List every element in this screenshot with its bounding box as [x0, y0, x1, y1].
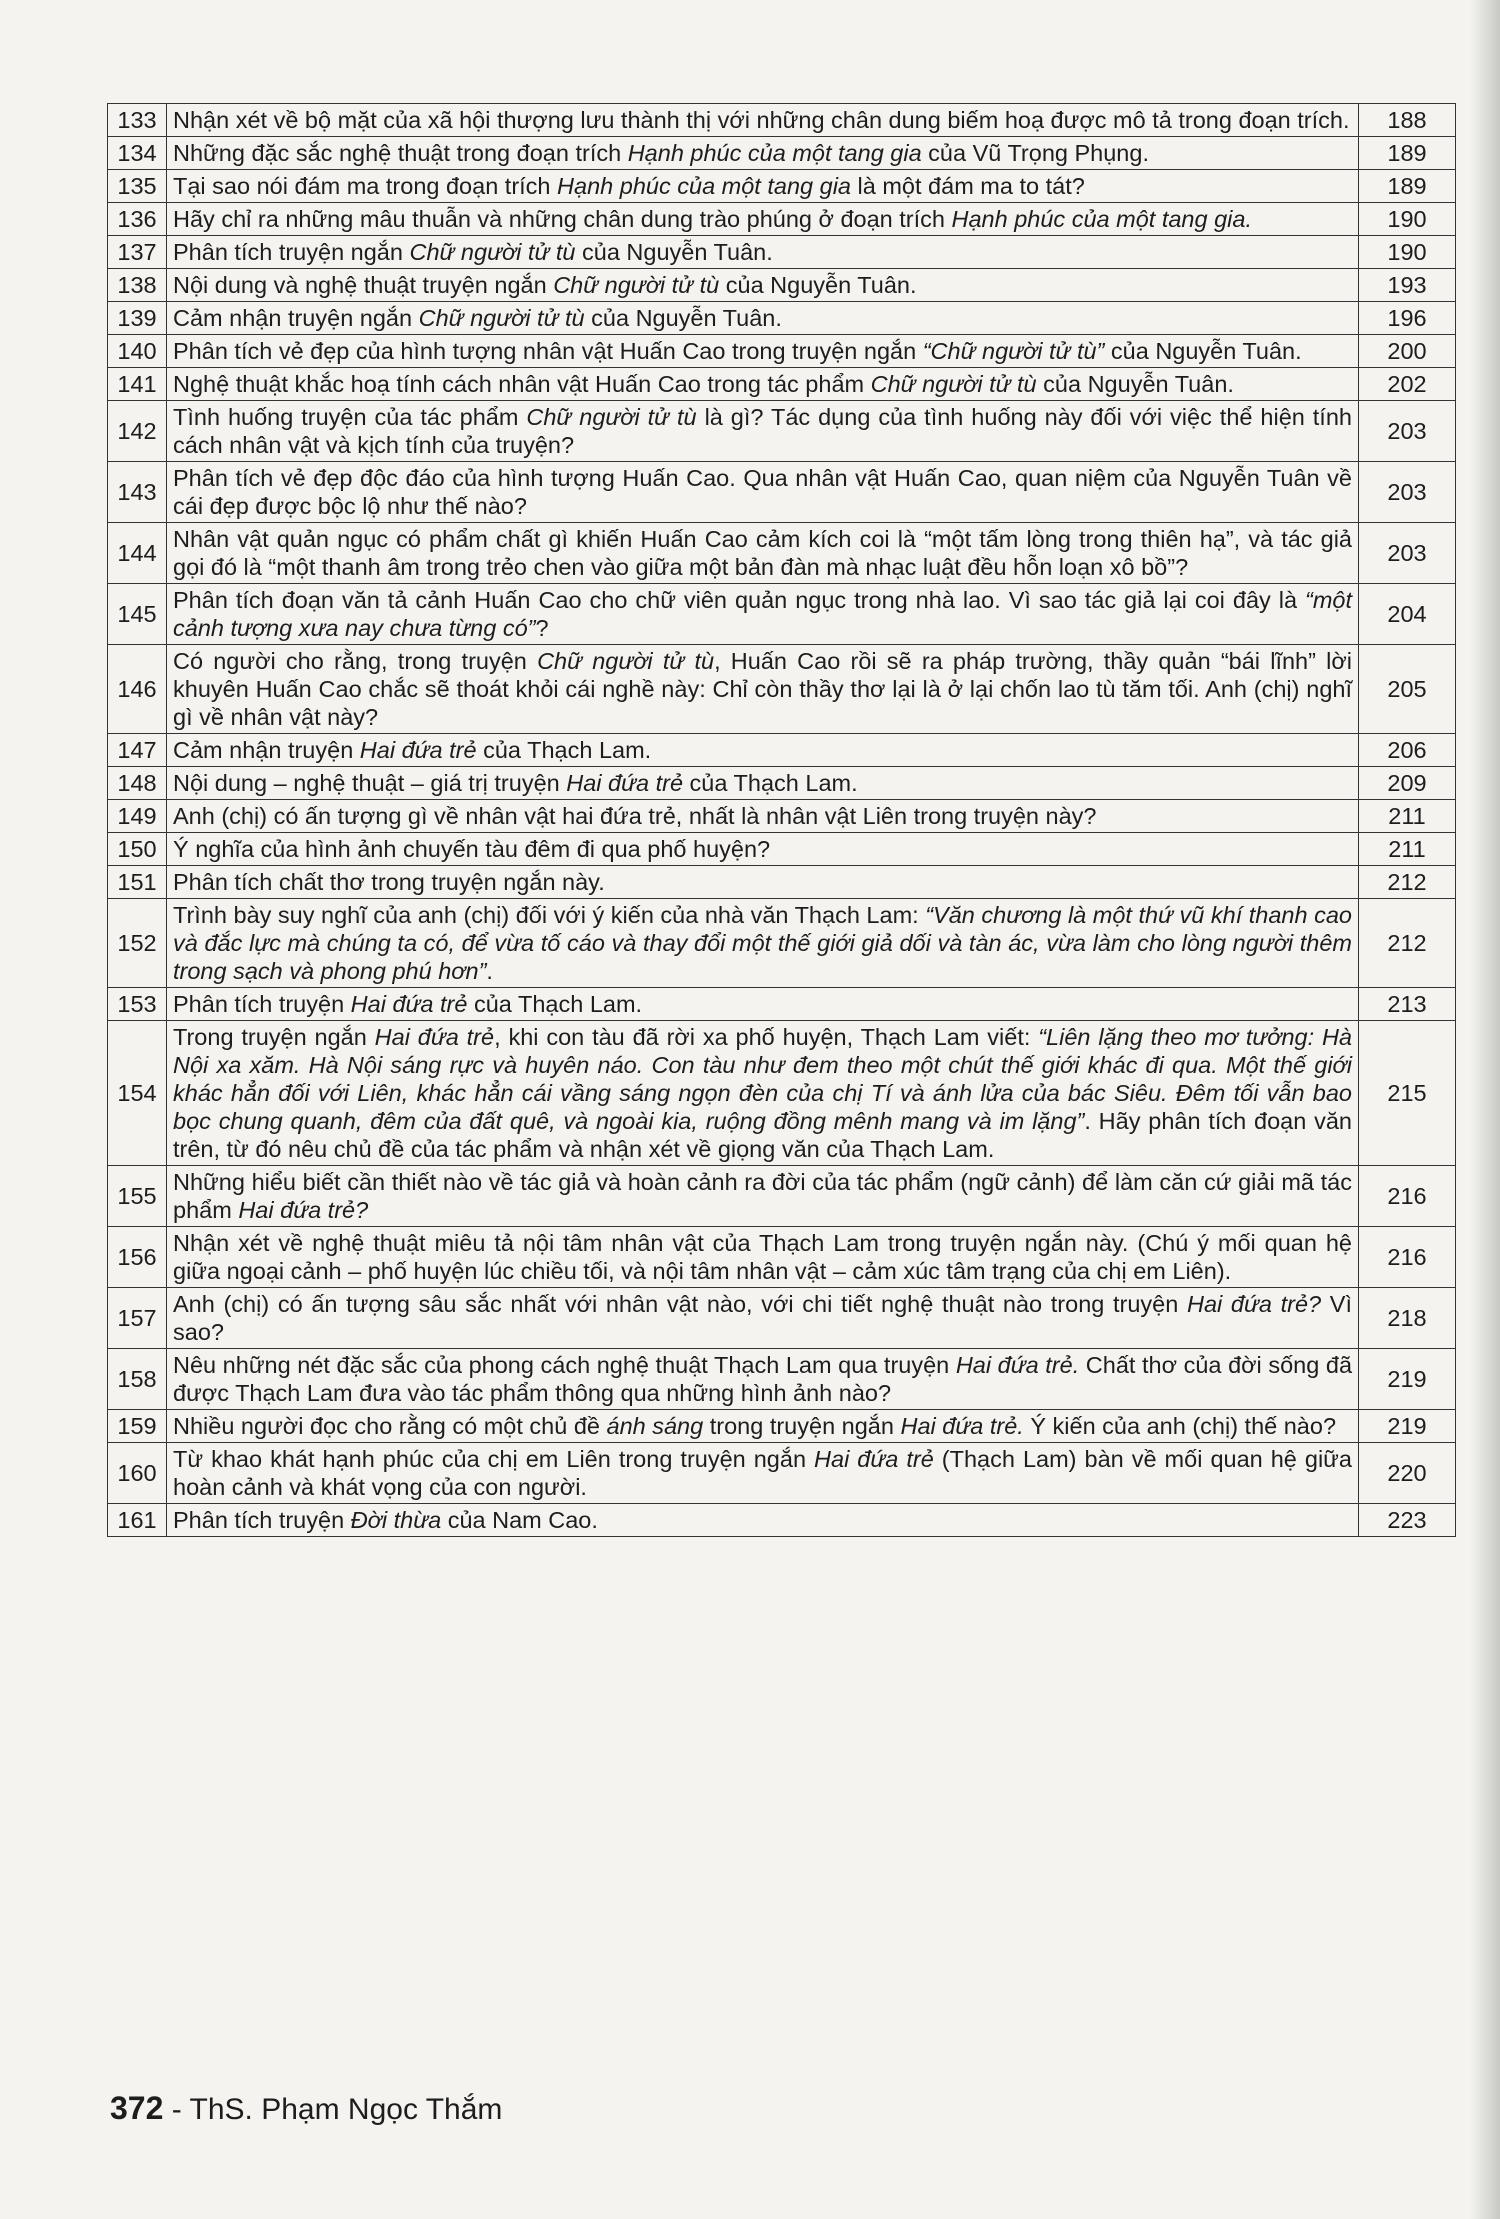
- table-row: [108, 1410, 1456, 1443]
- row-number: 155: [108, 1166, 167, 1227]
- row-title: [167, 584, 1359, 645]
- row-number: 143: [108, 462, 167, 523]
- title-italic-segment: Hai đứa trẻ.: [900, 1413, 1024, 1439]
- row-number: 135: [108, 170, 167, 203]
- table-row: [108, 645, 1456, 734]
- row-page-number: 203: [1359, 523, 1456, 584]
- row-page-number: 188: [1359, 104, 1456, 137]
- table-row: [108, 988, 1456, 1021]
- row-title: [167, 899, 1359, 988]
- row-title: [167, 833, 1359, 866]
- title-segment: của Nguyễn Tuân.: [584, 305, 782, 331]
- row-title: [167, 462, 1359, 523]
- row-page-number: 190: [1359, 203, 1456, 236]
- row-page-number: 196: [1359, 302, 1456, 335]
- row-page-number: 213: [1359, 988, 1456, 1021]
- row-page-number: 223: [1359, 1504, 1456, 1537]
- title-segment: Ý nghĩa của hình ảnh chuyến tàu đêm đi qua phố huyện?: [173, 836, 771, 862]
- row-title: [167, 645, 1359, 734]
- title-segment: Trong truyện ngắn: [173, 1024, 375, 1050]
- title-segment: của Vũ Trọng Phụng.: [921, 140, 1149, 166]
- row-title: [167, 1504, 1359, 1537]
- row-number: 136: [108, 203, 167, 236]
- title-italic-segment: Hai đứa trẻ: [350, 991, 468, 1017]
- table-row: [108, 170, 1456, 203]
- title-segment: Cảm nhận truyện ngắn: [173, 305, 419, 331]
- table-row: [108, 767, 1456, 800]
- title-segment: của Nguyễn Tuân.: [719, 272, 917, 298]
- row-number: 146: [108, 645, 167, 734]
- title-segment: (Thạch Lam) bàn về mối quan hệ giữa hoàn cảnh và khát vọng của con người.: [173, 1446, 1352, 1500]
- row-page-number: 206: [1359, 734, 1456, 767]
- row-title: [167, 302, 1359, 335]
- title-segment: Phân tích chất thơ trong truyện ngắn này.: [173, 869, 605, 895]
- row-title: [167, 269, 1359, 302]
- footer-page-number: 372: [110, 2090, 164, 2126]
- table-row: [108, 104, 1456, 137]
- row-number: 152: [108, 899, 167, 988]
- table-row: [108, 1021, 1456, 1166]
- footer-separator: -: [163, 2093, 190, 2126]
- row-number: 139: [108, 302, 167, 335]
- title-segment: Từ khao khát hạnh phúc của chị em Liên trong truyện ngắn: [173, 1446, 815, 1472]
- row-page-number: 203: [1359, 401, 1456, 462]
- title-italic-segment: “một cảnh tượng xưa nay chưa từng có”: [173, 587, 1352, 641]
- title-italic-segment: Chữ người tử tù: [870, 371, 1037, 397]
- row-page-number: 202: [1359, 368, 1456, 401]
- row-number: 140: [108, 335, 167, 368]
- row-number: 160: [108, 1443, 167, 1504]
- row-title: [167, 170, 1359, 203]
- table-row: [108, 462, 1456, 523]
- row-number: 141: [108, 368, 167, 401]
- row-page-number: 189: [1359, 170, 1456, 203]
- row-title: [167, 523, 1359, 584]
- table-row: [108, 800, 1456, 833]
- row-number: 148: [108, 767, 167, 800]
- row-title: [167, 866, 1359, 899]
- title-segment: của Thạch Lam.: [476, 737, 652, 763]
- row-page-number: 211: [1359, 800, 1456, 833]
- title-segment: của Nguyễn Tuân.: [575, 239, 773, 265]
- row-number: 144: [108, 523, 167, 584]
- title-segment: .: [486, 958, 493, 984]
- row-number: 138: [108, 269, 167, 302]
- row-title: [167, 335, 1359, 368]
- title-segment: Nhận xét về bộ mặt của xã hội thượng lưu thành thị với những chân dung biếm hoạ được mô tả trong đoạn trích.: [173, 107, 1350, 133]
- row-title: [167, 800, 1359, 833]
- row-page-number: 205: [1359, 645, 1456, 734]
- table-row: [108, 203, 1456, 236]
- table-row: [108, 1288, 1456, 1349]
- row-number: 145: [108, 584, 167, 645]
- title-segment: của Thạch Lam.: [467, 991, 643, 1017]
- table-row: [108, 302, 1456, 335]
- row-title: [167, 137, 1359, 170]
- title-segment: Chất thơ của đời sống đã được Thạch Lam đưa vào tác phẩm thông qua những hình ảnh nào?: [173, 1352, 1353, 1406]
- title-italic-segment: Hai đứa trẻ: [566, 770, 684, 796]
- table-row: [108, 1166, 1456, 1227]
- row-title: [167, 203, 1359, 236]
- footer-author: ThS. Phạm Ngọc Thắm: [189, 2093, 503, 2126]
- row-title: [167, 104, 1359, 137]
- row-number: 157: [108, 1288, 167, 1349]
- title-italic-segment: Hai đứa trẻ?: [238, 1197, 369, 1223]
- row-page-number: 216: [1359, 1166, 1456, 1227]
- title-italic-segment: Hai đứa trẻ: [374, 1024, 495, 1050]
- title-italic-segment: Hạnh phúc của một tang gia.: [951, 206, 1252, 232]
- title-italic-segment: “Liên lặng theo mơ tưởng: Hà Nội xa xăm. Hà Nội sáng rực và huyên náo. Con tàu như đem theo một chút thế giới khác đi qua. Một thế giới khác hẳn đối với Liên, khác hẳn cái vầng sáng ngọn đèn của chị Tí và ánh lửa của bác Siêu. Đêm tối vẫn bao bọc chung quanh, đêm của đất quê, và ngoài kia, ruộng đồng mênh mang và im lặng”: [173, 1024, 1353, 1134]
- title-segment: Nghệ thuật khắc hoạ tính cách nhân vật Huấn Cao trong tác phẩm: [173, 371, 871, 397]
- row-title: [167, 1443, 1359, 1504]
- title-segment: Những đặc sắc nghệ thuật trong đoạn trích: [173, 140, 628, 166]
- row-page-number: 215: [1359, 1021, 1456, 1166]
- title-italic-segment: ánh sáng: [606, 1413, 704, 1439]
- title-italic-segment: Hai đứa trẻ?: [1187, 1291, 1322, 1317]
- table-of-contents: [107, 103, 1456, 1537]
- title-italic-segment: Đời thừa: [350, 1507, 442, 1533]
- title-segment: Phân tích truyện ngắn: [173, 239, 410, 265]
- row-number: 153: [108, 988, 167, 1021]
- title-italic-segment: Chữ người tử tù: [418, 305, 585, 331]
- row-page-number: 216: [1359, 1227, 1456, 1288]
- title-italic-segment: Hai đứa trẻ.: [955, 1352, 1080, 1378]
- row-title: [167, 1166, 1359, 1227]
- row-title: [167, 1021, 1359, 1166]
- title-segment: Tại sao nói đám ma trong đoạn trích: [173, 173, 558, 199]
- row-number: 147: [108, 734, 167, 767]
- title-italic-segment: Hạnh phúc của một tang gia: [627, 140, 922, 166]
- title-segment: Trình bày suy nghĩ của anh (chị) đối với ý kiến của nhà văn Thạch Lam:: [173, 902, 926, 928]
- row-page-number: 189: [1359, 137, 1456, 170]
- row-page-number: 204: [1359, 584, 1456, 645]
- row-page-number: 190: [1359, 236, 1456, 269]
- row-title: [167, 1288, 1359, 1349]
- row-page-number: 203: [1359, 462, 1456, 523]
- title-segment: của Nguyễn Tuân.: [1104, 338, 1302, 364]
- table-row: [108, 866, 1456, 899]
- title-segment: Những hiểu biết cần thiết nào về tác giả và hoàn cảnh ra đời của tác phẩm (ngữ cảnh) để làm căn cứ giải mã tác phẩm: [173, 1169, 1352, 1223]
- row-number: 133: [108, 104, 167, 137]
- title-segment: , Huấn Cao rồi sẽ ra pháp trường, thầy quản “bái lĩnh” lời khuyên Huấn Cao chắc sẽ thoát khỏi cái nghề này: Chỉ còn thầy thơ lại là ở lại chốn lao tù tăm tối. Anh (chị) nghĩ gì về nhân vật này?: [173, 648, 1352, 730]
- title-segment: Phân tích truyện: [173, 991, 351, 1017]
- title-segment: Có người cho rằng, trong truyện: [173, 648, 538, 674]
- page-edge-shadow: [1470, 0, 1500, 2219]
- title-italic-segment: Chữ người tử tù: [409, 239, 576, 265]
- row-page-number: 220: [1359, 1443, 1456, 1504]
- title-segment: Nhiều người đọc cho rằng có một chủ đề: [173, 1413, 607, 1439]
- title-segment: Nhận xét về nghệ thuật miêu tả nội tâm nhân vật của Thạch Lam trong truyện ngắn này. (Chú ý mối quan hệ giữa ngoại cảnh – phố huyện lúc chiều tối, và nội tâm nhân vật – cảm xúc tâm trạng của chị em Liên).: [173, 1230, 1352, 1284]
- row-number: 156: [108, 1227, 167, 1288]
- row-title: [167, 1227, 1359, 1288]
- title-italic-segment: Hai đứa trẻ: [814, 1446, 934, 1472]
- row-number: 142: [108, 401, 167, 462]
- title-segment: là một đám ma to tát?: [851, 173, 1085, 199]
- title-italic-segment: Hai đứa trẻ: [359, 737, 477, 763]
- title-segment: Vì sao?: [173, 1291, 1353, 1345]
- title-segment: . Hãy phân tích đoạn văn trên, từ đó nêu chủ đề của tác phẩm và nhận xét về giọng văn của Thạch Lam.: [173, 1108, 1352, 1162]
- title-segment: trong truyện ngắn: [703, 1413, 901, 1439]
- title-segment: Nội dung và nghệ thuật truyện ngắn: [173, 272, 554, 298]
- table-row: [108, 833, 1456, 866]
- row-title: [167, 767, 1359, 800]
- row-number: 150: [108, 833, 167, 866]
- table-row: [108, 899, 1456, 988]
- row-page-number: 219: [1359, 1410, 1456, 1443]
- title-segment: Ý kiến của anh (chị) thế nào?: [1023, 1413, 1337, 1439]
- row-page-number: 219: [1359, 1349, 1456, 1410]
- title-segment: , khi con tàu đã rời xa phố huyện, Thạch Lam viết:: [494, 1024, 1039, 1050]
- row-number: 149: [108, 800, 167, 833]
- row-page-number: 212: [1359, 866, 1456, 899]
- title-segment: Tình huống truyện của tác phẩm: [173, 404, 527, 430]
- title-segment: của Nguyễn Tuân.: [1036, 371, 1234, 397]
- table-row: [108, 137, 1456, 170]
- table-row: [108, 1227, 1456, 1288]
- table-row: [108, 1504, 1456, 1537]
- title-segment: Nêu những nét đặc sắc của phong cách nghệ thuật Thạch Lam qua truyện: [173, 1352, 956, 1378]
- row-number: 154: [108, 1021, 167, 1166]
- table-row: [108, 368, 1456, 401]
- row-title: [167, 368, 1359, 401]
- table-row: [108, 269, 1456, 302]
- title-segment: Nhân vật quản ngục có phẩm chất gì khiến Huấn Cao cảm kích coi là “một tấm lòng trong thiên hạ”, và tác giả gọi đó là “một thanh âm trong trẻo chen vào giữa một bản đàn mà nhạc luật đều hỗn loạn xô bồ”?: [173, 526, 1352, 580]
- title-segment: Phân tích đoạn văn tả cảnh Huấn Cao cho chữ viên quản ngục trong nhà lao. Vì sao tác giả lại coi đây là: [173, 587, 1305, 613]
- title-segment: Nội dung – nghệ thuật – giá trị truyện: [173, 770, 567, 796]
- table-row: [108, 734, 1456, 767]
- row-title: [167, 1349, 1359, 1410]
- title-segment: Cảm nhận truyện: [173, 737, 360, 763]
- title-segment: Anh (chị) có ấn tượng sâu sắc nhất với nhân vật nào, với chi tiết nghệ thuật nào trong truyện: [173, 1291, 1187, 1317]
- row-title: [167, 401, 1359, 462]
- table-row: [108, 335, 1456, 368]
- row-page-number: 200: [1359, 335, 1456, 368]
- row-number: 134: [108, 137, 167, 170]
- title-segment: Phân tích vẻ đẹp của hình tượng nhân vật Huấn Cao trong truyện ngắn: [173, 338, 923, 364]
- title-segment: của Thạch Lam.: [683, 770, 858, 796]
- row-number: 158: [108, 1349, 167, 1410]
- page-footer: [110, 2090, 502, 2128]
- row-page-number: 193: [1359, 269, 1456, 302]
- row-page-number: 218: [1359, 1288, 1456, 1349]
- row-title: [167, 988, 1359, 1021]
- title-italic-segment: Hạnh phúc của một tang gia: [557, 173, 851, 199]
- table-row: [108, 1443, 1456, 1504]
- row-page-number: 209: [1359, 767, 1456, 800]
- row-number: 159: [108, 1410, 167, 1443]
- title-segment: ?: [535, 615, 549, 641]
- table-row: [108, 401, 1456, 462]
- title-italic-segment: Chữ người tử tù: [526, 404, 697, 430]
- row-number: 161: [108, 1504, 167, 1537]
- row-page-number: 211: [1359, 833, 1456, 866]
- title-italic-segment: Chữ người tử tù: [553, 272, 720, 298]
- title-segment: Hãy chỉ ra những mâu thuẫn và những chân dung trào phúng ở đoạn trích: [173, 206, 952, 232]
- title-segment: của Nam Cao.: [441, 1507, 598, 1533]
- row-number: 151: [108, 866, 167, 899]
- row-title: [167, 236, 1359, 269]
- title-italic-segment: “Chữ người tử tù”: [922, 338, 1105, 364]
- table-row: [108, 236, 1456, 269]
- table-row: [108, 584, 1456, 645]
- table-row: [108, 523, 1456, 584]
- title-segment: Phân tích truyện: [173, 1507, 351, 1533]
- row-number: 137: [108, 236, 167, 269]
- title-italic-segment: “Văn chương là một thứ vũ khí thanh cao và đắc lực mà chúng ta có, để vừa tố cáo và thay đổi một thế giới giả dối và tàn ác, vừa làm cho lòng người thêm trong sạch và phong phú hơn”: [173, 902, 1352, 984]
- title-segment: Phân tích vẻ đẹp độc đáo của hình tượng Huấn Cao. Qua nhân vật Huấn Cao, quan niệm của Nguyễn Tuân về cái đẹp được bộc lộ như thế nào?: [173, 465, 1352, 519]
- title-italic-segment: Chữ người tử tù: [537, 648, 715, 674]
- row-title: [167, 1410, 1359, 1443]
- row-title: [167, 734, 1359, 767]
- title-segment: là gì? Tác dụng của tình huống này đối với việc thể hiện tính cách nhân vật và kịch tính của truyện?: [173, 404, 1352, 458]
- toc-body: [108, 104, 1456, 1537]
- table-row: [108, 1349, 1456, 1410]
- row-page-number: 212: [1359, 899, 1456, 988]
- title-segment: Anh (chị) có ấn tượng gì về nhân vật hai đứa trẻ, nhất là nhân vật Liên trong truyện này?: [173, 803, 1097, 829]
